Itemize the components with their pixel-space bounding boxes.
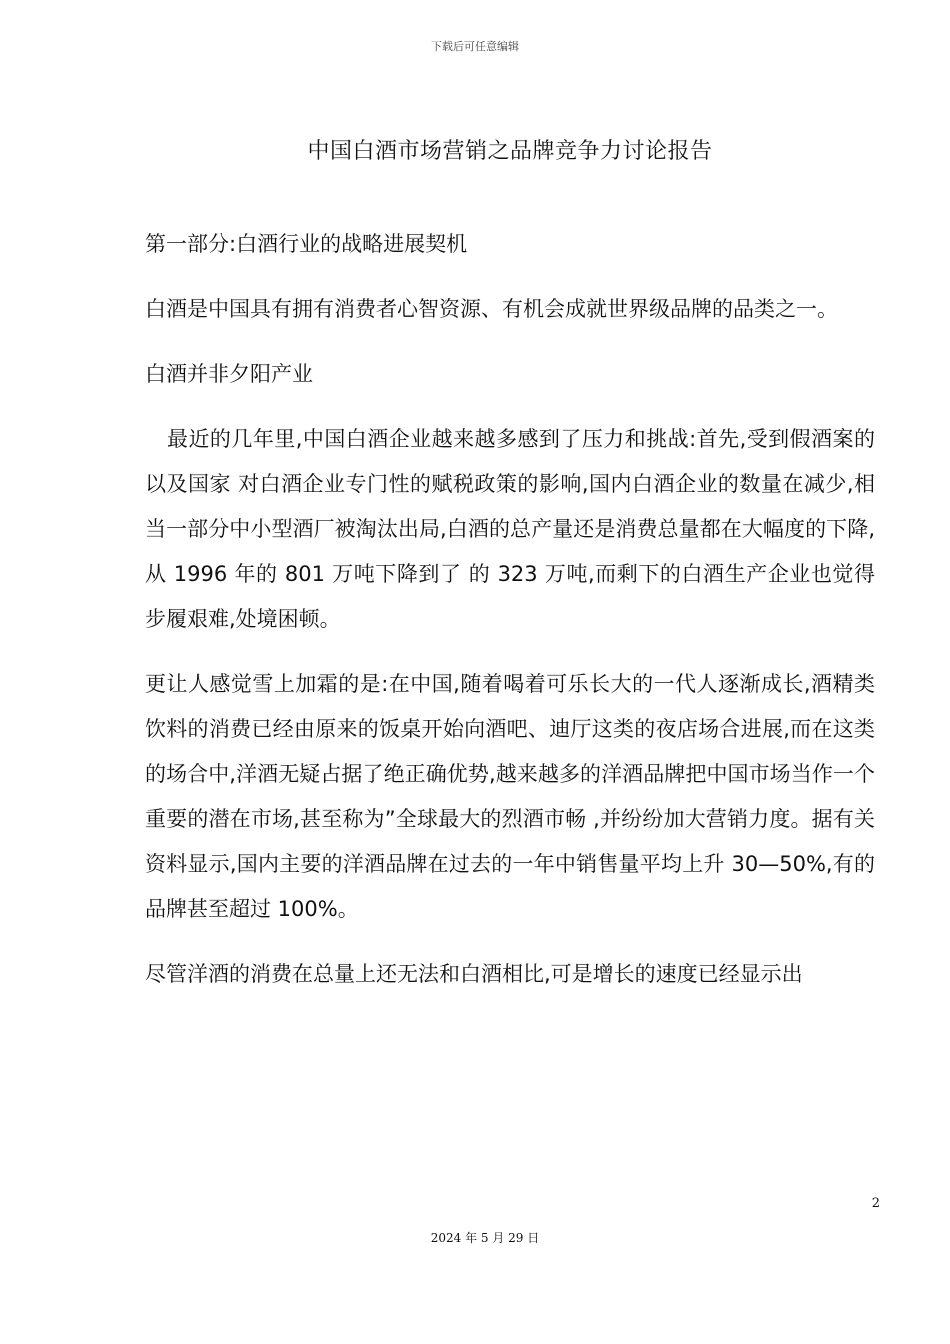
body-paragraph-2: 更让人感觉雪上加霜的是:在中国,随着喝着可乐长大的一代人逐渐成长,酒精类饮料的消费已经由原来的饭桌开始向酒吧、迪厅这类的夜店场合进展,而在这类的场合中,洋酒无疑占据了绝正确优势,越来越多的洋酒品牌把中国市场当作一个重要的潜在市场,甚至称为”全球最大的烈酒市畅 ,并纷纷加大营销力度。据有关资料显示,国内主要的洋酒品牌在过去的一年中销售量平均上升 30—50%,有的品牌甚至超过 100%。 [145, 672, 875, 921]
document-body [145, 222, 875, 1017]
section-heading: 第一部分:白酒行业的战略进展契机 [145, 232, 468, 256]
footer-date: 2024 年 5 月 29 日 [430, 1231, 540, 1245]
subheading: 白酒并非夕阳产业 [145, 362, 313, 386]
document-title: 中国白酒市场营销之品牌竞争力讨论报告 [307, 139, 713, 164]
body-paragraph-3: 尽管洋酒的消费在总量上还无法和白酒相比,可是增长的速度已经显示出 [145, 962, 803, 986]
body-paragraph-1: 最近的几年里,中国白酒企业越来越多感到了压力和挑战:首先,受到假酒案的以及国家 对白酒企业专门性的赋税政策的影响,国内白酒企业的数量在减少,相当一部分中小型酒厂被淘汰出局,白酒的总产量还是消费总量都在大幅度的下降,从 1996 年的 801 万吨下降到了 的 323 万吨,而剩下的白酒生产企业也觉得步履艰难,处境困顿。 [145, 427, 875, 631]
page-header-note: 下载后可任意编辑 [431, 40, 519, 53]
page-number: 2 [871, 1196, 880, 1211]
intro-paragraph: 白酒是中国具有拥有消费者心智资源、有机会成就世界级品牌的品类之一。 [145, 297, 838, 321]
